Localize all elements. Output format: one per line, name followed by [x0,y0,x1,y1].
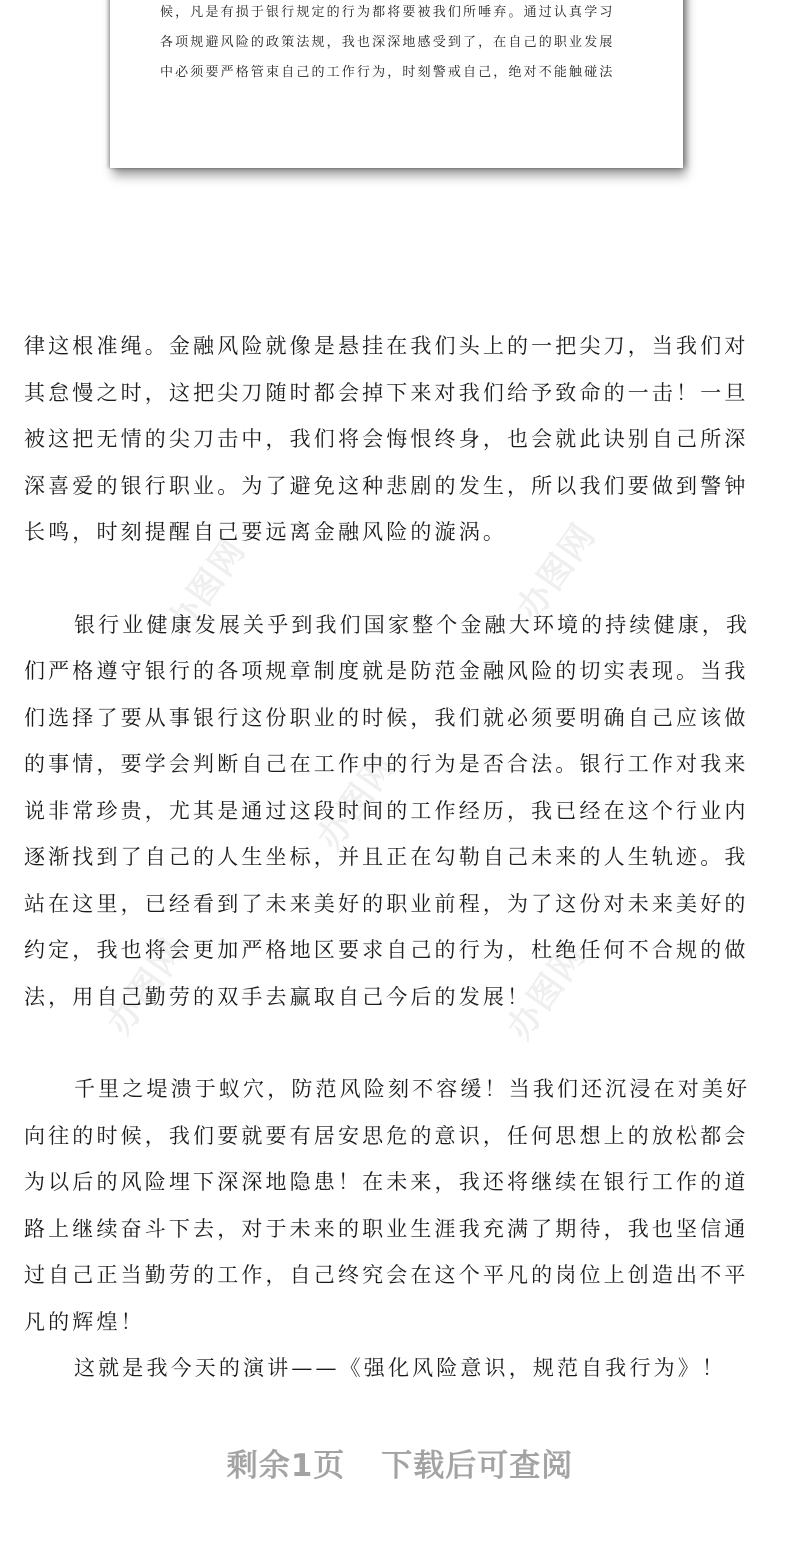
watermark-text: 办图网 [99,930,195,1043]
text-line: 约定，我也将会更加严格地区要求自己的行为，杜绝任何不合规的做 [24,938,749,962]
text-line: 深喜爱的银行职业。为了避免这种悲剧的发生，所以我们要做到警钟 [24,473,749,498]
text-line: 长鸣，时刻提醒自己要远离金融风险的漩涡。 [24,520,507,544]
text-line: 其怠慢之时，这把尖刀随时都会掉下来对我们给予致命的一击！一旦 [24,380,749,405]
text-line: 们严格遵守银行的各项规章制度就是防范金融风险的切实表现。当我 [24,659,749,683]
watermark-text: 办图网 [499,935,595,1048]
text-line: 们选择了要从事银行这份职业的时候，我们就必须要明确自己应该做 [24,705,749,730]
text-line: 站在这里，已经看到了未来美好的职业前程，为了这份对未来美好的 [24,891,749,916]
preview-line: 候，凡是有损于银行规定的行为都将要被我们所唾弃。通过认真学习 [160,5,615,20]
watermark-text: 办图网 [509,515,605,628]
watermark-text: 办图网 [159,530,255,643]
paragraph [24,1066,778,1345]
text-line: 向往的时候，我们要就要有居安思危的意识，任何思想上的放松都会 [24,1123,749,1148]
text-line: 为以后的风险埋下深深地隐患！在未来，我还将继续在银行工作的道 [24,1170,749,1194]
remaining-pages-label: 剩余1页 [226,1448,346,1484]
text-line: 千里之堤溃于蚁穴，防范风险刻不容缓！当我们还沉浸在对美好 [74,1077,751,1101]
text-line: 说非常珍贵，尤其是通过这段时间的工作经历，我已经在这个行业内 [24,798,749,823]
download-hint-label: 下载后可查阅 [381,1448,574,1484]
paragraph-spacer [24,1020,778,1066]
preview-line: 中必须要严格管束自己的工作行为，时刻警戒自己，绝对不能触碰法 [160,65,615,80]
text-line: 法，用自己勤劳的双手去赢取自己今后的发展！ [24,984,532,1009]
text-line: 过自己正当勤劳的工作，自己终究会在这个平凡的岗位上创造出不平 [24,1263,749,1287]
document-body [24,323,778,1392]
paragraph [24,602,778,1021]
text-line: 路上继续奋斗下去，对于未来的职业生涯我充满了期待，我也坚信通 [24,1216,749,1241]
paragraph-spacer [24,556,778,602]
text-line: 的事情，要学会判断自己在工作中的行为是否合法。银行工作对我来 [24,752,749,776]
preview-line: 各项规避风险的政策法规，我也深深地感受到了，在自己的职业发展 [160,35,615,50]
watermark-text: 办图网 [309,745,405,858]
text-line: 凡的辉煌！ [24,1309,145,1334]
text-line: 逐渐找到了自己的人生坐标，并且正在勾勒自己未来的人生轨迹。我 [24,845,749,869]
page-preview-card [110,0,683,168]
remaining-pages-notice[interactable] [0,1440,800,1485]
text-line: 被这把无情的尖刀击中，我们将会悔恨终身，也会就此诀别自己所深 [24,427,749,451]
text-line: 律这根准绳。金融风险就像是悬挂在我们头上的一把尖刀，当我们对 [24,334,749,358]
text-line: 银行业健康发展关乎到我们国家整个金融大环境的持续健康，我 [74,612,751,637]
page-preview-text [160,0,640,88]
paragraph [24,323,778,556]
text-line: 这就是我今天的演讲——《强化风险意识，规范自我行为》！ [74,1356,727,1380]
paragraph [24,1345,778,1392]
